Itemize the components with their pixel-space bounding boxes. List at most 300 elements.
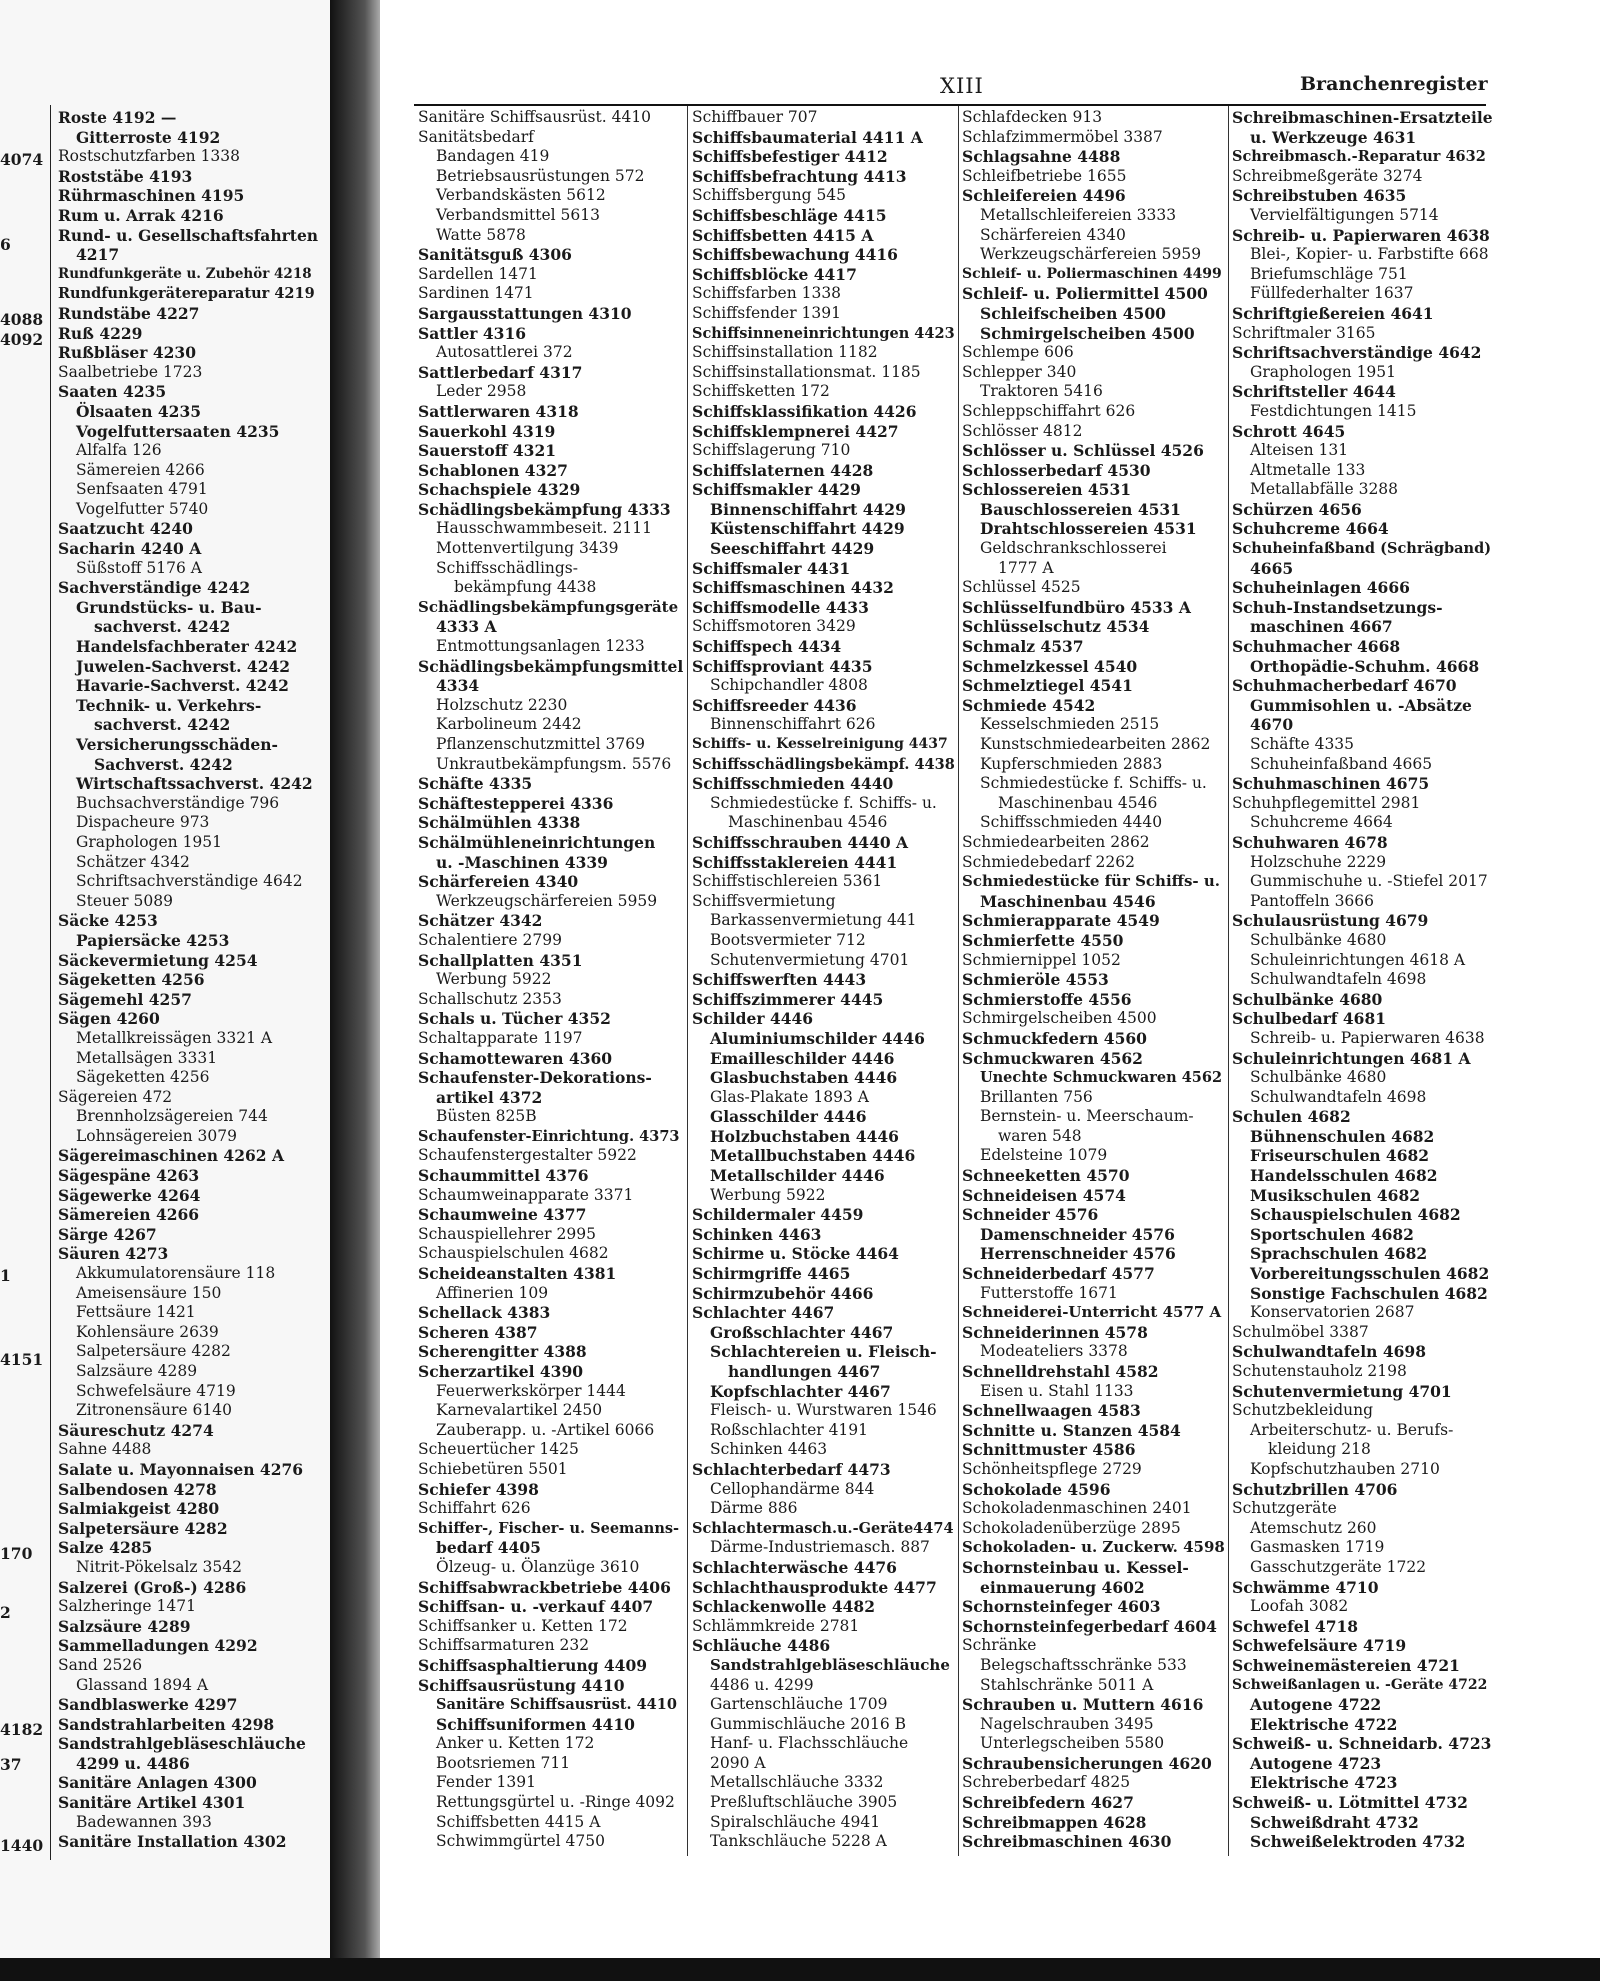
index-entry: Füllfederhalter 1637 <box>1250 284 1414 303</box>
index-entry: Schiffsschmieden 4440 <box>980 813 1163 832</box>
index-entry: Schiffsbeschläge 4415 <box>692 205 887 225</box>
index-entry: Sattlerwaren 4318 <box>418 401 579 421</box>
index-entry: Schnitte u. Stanzen 4584 <box>962 1420 1181 1440</box>
index-entry: Schraubensicherungen 4620 <box>962 1753 1212 1773</box>
index-entry: Stahlschränke 5011 A <box>980 1675 1154 1694</box>
index-entry: Schiffahrt 626 <box>418 1499 531 1518</box>
index-entry: Schiffsabwrackbetriebe 4406 <box>418 1577 671 1597</box>
index-entry: Altmetalle 133 <box>1250 460 1366 479</box>
index-entry: Sägeketten 4256 <box>58 970 205 990</box>
index-entry: Rundstäbe 4227 <box>58 303 200 323</box>
index-entry: Schiffsbewachung 4416 <box>692 245 898 265</box>
index-entry: Sanitäre Installation 4302 <box>58 1832 287 1852</box>
index-entry: Scheuertücher 1425 <box>418 1440 579 1459</box>
index-entry: Schädlingsbekämpfung 4333 <box>418 499 671 519</box>
index-column-3 <box>692 108 956 1852</box>
index-entry: bedarf 4405 <box>436 1538 541 1558</box>
index-entry: Säuren 4273 <box>58 1244 169 1264</box>
index-entry: Schlafzimmermöbel 3387 <box>962 127 1163 146</box>
index-entry: 2090 A <box>710 1753 766 1772</box>
index-entry: Schlösser u. Schlüssel 4526 <box>962 441 1204 461</box>
index-entry: Unechte Schmuckwaren 4562 <box>980 1069 1223 1087</box>
index-entry: Sonstige Fachschulen 4682 <box>1250 1283 1488 1303</box>
index-entry: Schneiderei-Unterricht 4577 A <box>962 1303 1222 1322</box>
index-entry: Schiffsausrüstung 4410 <box>418 1675 625 1695</box>
index-entry: Autosattlerei 372 <box>436 343 573 362</box>
index-entry: Schweinemästereien 4721 <box>1232 1655 1460 1675</box>
index-entry: Schlafdecken 913 <box>962 108 1103 126</box>
index-entry: Schulbänke 4680 <box>1250 1068 1387 1087</box>
index-entry: Schaummittel 4376 <box>418 1166 589 1186</box>
index-entry: Gitterroste 4192 <box>76 127 221 147</box>
index-entry: Schokoladenüberzüge 2895 <box>962 1518 1181 1537</box>
index-entry: Schiffsinneneinrichtungen 4423 <box>692 324 955 342</box>
index-entry: Belegschaftsschränke 533 <box>980 1655 1187 1674</box>
left-page-fragment: 37 <box>0 1755 22 1774</box>
index-entry: Schiffslaternen 4428 <box>692 460 874 480</box>
index-entry: Schmiedebedarf 2262 <box>962 852 1135 871</box>
index-entry: Rund- u. Gesellschaftsfahrten <box>58 225 319 245</box>
index-entry: Schinken 4463 <box>710 1440 828 1459</box>
index-entry: Schuhmacherbedarf 4670 <box>1232 676 1457 696</box>
index-entry: Pflanzenschutzmittel 3769 <box>436 735 645 753</box>
index-entry: Schokoladen- u. Zuckerw. 4598 <box>962 1538 1225 1557</box>
index-entry: Handelsschulen 4682 <box>1250 1166 1438 1186</box>
index-entry: 4670 <box>1250 715 1294 735</box>
index-entry: Metallsägen 3331 <box>76 1048 218 1067</box>
index-entry: Schrauben u. Muttern 4616 <box>962 1695 1204 1715</box>
index-entry: Unkrautbekämpfungsm. 5576 <box>436 754 672 773</box>
index-entry: Metallbuchstaben 4446 <box>710 1146 916 1166</box>
index-entry: Metallkreissägen 3321 A <box>76 1028 273 1047</box>
index-entry: Schiffsfarben 1338 <box>692 284 842 303</box>
header-rule <box>414 104 1486 106</box>
left-page-fragment: 4092 <box>0 330 44 349</box>
index-entry: Schiffbauer 707 <box>692 108 818 126</box>
index-entry: Schuhmacher 4668 <box>1232 637 1401 657</box>
index-entry: Schreibmasch.-Reparatur 4632 <box>1232 148 1486 166</box>
index-entry: Schlachtermasch.u.-Geräte4474 <box>692 1519 954 1537</box>
index-entry: u. Werkzeuge 4631 <box>1250 127 1417 147</box>
index-entry: Schauspiellehrer 2995 <box>418 1224 596 1243</box>
book-gutter <box>330 0 380 1981</box>
index-entry: Alfalfa 126 <box>76 441 162 460</box>
index-entry: Graphologen 1951 <box>76 832 223 851</box>
index-entry: Schachspiele 4329 <box>418 480 581 500</box>
index-entry: Traktoren 5416 <box>980 382 1103 401</box>
index-entry: Schlüssel 4525 <box>962 578 1081 597</box>
index-entry: Schäfte 4335 <box>418 774 533 794</box>
index-entry: Schokoladenmaschinen 2401 <box>962 1499 1192 1518</box>
index-entry: Schablonen 4327 <box>418 460 568 480</box>
index-entry: Schiffsfender 1391 <box>692 303 841 322</box>
index-entry: Schiffstischlereien 5361 <box>692 872 883 891</box>
index-entry: Leder 2958 <box>436 382 527 401</box>
index-entry: Musikschulen 4682 <box>1250 1185 1421 1205</box>
index-entry: Schiffsmakler 4429 <box>692 480 861 500</box>
index-entry: Schätzer 4342 <box>418 911 543 931</box>
index-entry: Senfsaaten 4791 <box>76 480 208 499</box>
index-entry: Schuhcreme 4664 <box>1250 813 1393 832</box>
index-column-5 <box>1232 108 1494 1852</box>
index-entry: Sand 2526 <box>58 1655 143 1674</box>
index-entry: Schiffsbetten 4415 A <box>692 225 874 245</box>
index-entry: Schleppschiffahrt 626 <box>962 401 1136 420</box>
index-entry: Bühnenschulen 4682 <box>1250 1126 1435 1146</box>
index-entry: Karbolineum 2442 <box>436 715 582 734</box>
index-entry: Gummischuhe u. -Stiefel 2017 <box>1250 872 1488 891</box>
left-page-fragment: 4088 <box>0 310 44 329</box>
index-entry: Eisen u. Stahl 1133 <box>980 1381 1134 1400</box>
index-entry: Bandagen 419 <box>436 147 550 166</box>
index-entry: Modeateliers 3378 <box>980 1342 1128 1361</box>
index-entry: einmauerung 4602 <box>980 1577 1145 1597</box>
index-entry: Schalentiere 2799 <box>418 930 562 949</box>
index-entry: Scheideanstalten 4381 <box>418 1264 617 1284</box>
index-entry: Schuheinfaßband 4665 <box>1250 754 1433 773</box>
index-entry: 4486 u. 4299 <box>710 1675 814 1694</box>
index-entry: Elektrische 4723 <box>1250 1773 1398 1793</box>
index-entry: Schlempe 606 <box>962 343 1074 362</box>
index-entry: 1777 A <box>998 558 1054 577</box>
index-entry: Schuleinrichtungen 4618 A <box>1250 950 1466 969</box>
index-entry: Schätzer 4342 <box>76 852 190 871</box>
index-entry: artikel 4372 <box>436 1087 543 1107</box>
index-entry: Schäftestepperei 4336 <box>418 793 614 813</box>
index-entry: Aluminiumschilder 4446 <box>710 1028 925 1048</box>
index-entry: Schärfereien 4340 <box>418 872 579 892</box>
index-entry: Schreibmaschinen 4630 <box>962 1832 1172 1852</box>
index-entry: Schuhwaren 4678 <box>1232 832 1388 852</box>
index-entry: Sägespäne 4263 <box>58 1166 200 1186</box>
index-entry: Schlachtereien u. Fleisch- <box>710 1342 937 1362</box>
index-entry: Sägeketten 4256 <box>76 1068 210 1087</box>
index-entry: Schreibstuben 4635 <box>1232 186 1407 206</box>
index-entry: Schellack 4383 <box>418 1303 551 1323</box>
index-entry: Saaten 4235 <box>58 382 167 402</box>
index-entry: Sahne 4488 <box>58 1440 152 1459</box>
index-entry: Gasschutzgeräte 1722 <box>1250 1557 1427 1576</box>
index-entry: Schriftsachverständige 4642 <box>76 872 303 891</box>
left-page-fragment: 4182 <box>0 1720 44 1739</box>
index-entry: Spiralschläuche 4941 <box>710 1812 881 1831</box>
index-entry: Sanitäre Schiffsausrüst. 4410 <box>436 1696 677 1714</box>
index-entry: Salpetersäure 4282 <box>76 1342 231 1361</box>
index-entry: Kunstschmiedearbeiten 2862 <box>980 735 1211 753</box>
index-entry: Gummisohlen u. -Absätze <box>1250 695 1472 715</box>
index-entry: Barkassenvermietung 441 <box>710 911 917 930</box>
index-entry: Schmiedestücke für Schiffs- u. <box>962 872 1220 891</box>
index-entry: Roste 4192 — <box>58 108 177 127</box>
index-entry: Salzsäure 4289 <box>58 1616 191 1636</box>
index-entry: Dispacheure 973 <box>76 813 210 832</box>
index-entry: Salzsäure 4289 <box>76 1362 198 1380</box>
index-entry: Schiffsproviant 4435 <box>692 656 873 676</box>
index-entry: Schiffsschrauben 4440 A <box>692 832 909 852</box>
index-entry: Holzschutz 2230 <box>436 695 568 714</box>
index-entry: Handelsfachberater 4242 <box>76 637 298 657</box>
index-entry: Schals u. Tücher 4352 <box>418 1009 611 1029</box>
index-entry: Brennholzsägereien 744 <box>76 1107 268 1126</box>
index-entry: Grundstücks- u. Bau- <box>76 597 262 617</box>
index-entry: Salpetersäure 4282 <box>58 1518 228 1538</box>
index-entry: Schornsteinbau u. Kessel- <box>962 1557 1189 1577</box>
index-entry: Schiffsasphaltierung 4409 <box>418 1655 648 1675</box>
index-entry: maschinen 4667 <box>1250 617 1393 637</box>
left-page-fragment: 4151 <box>0 1350 44 1369</box>
index-entry: Schälmühlen 4338 <box>418 813 581 833</box>
index-entry: Rundfunkgerätereparatur 4219 <box>58 285 315 303</box>
index-entry: Schmiedestücke f. Schiffs- u. <box>980 774 1207 793</box>
index-entry: Schutzbrillen 4706 <box>1232 1479 1398 1499</box>
index-entry: 4334 <box>436 676 480 696</box>
index-entry: Sammelladungen 4292 <box>58 1636 258 1656</box>
index-entry: Schweißdraht 4732 <box>1250 1812 1419 1832</box>
index-entry: Schiffsbaumaterial 4411 A <box>692 127 923 147</box>
index-entry: Rettungsgürtel u. -Ringe 4092 <box>436 1793 675 1812</box>
index-entry: Edelsteine 1079 <box>980 1146 1108 1165</box>
index-entry: Schmierapparate 4549 <box>962 911 1160 931</box>
index-entry: Schärfereien 4340 <box>980 225 1126 244</box>
index-entry: Scherzartikel 4390 <box>418 1362 584 1381</box>
index-entry: Schriftgießereien 4641 <box>1232 303 1434 323</box>
index-entry: Säckevermietung 4254 <box>58 950 258 970</box>
index-entry: Elektrische 4722 <box>1250 1714 1398 1734</box>
index-column-1 <box>58 108 320 1852</box>
index-entry: Schmirgelscheiben 4500 <box>980 323 1195 343</box>
index-entry: Schuh-Instandsetzungs- <box>1232 597 1443 617</box>
index-entry: Sardellen 1471 <box>418 264 538 283</box>
index-entry: Werbung 5922 <box>436 970 552 989</box>
index-entry: Küstenschiffahrt 4429 <box>710 519 905 539</box>
index-entry: Schiffsinstallationsmat. 1185 <box>692 362 921 381</box>
index-entry: Loofah 3082 <box>1250 1597 1349 1616</box>
index-entry: Anker u. Ketten 172 <box>436 1734 595 1753</box>
index-entry: Schriftsteller 4644 <box>1232 382 1396 402</box>
index-entry: Schreib- u. Papierwaren 4638 <box>1250 1028 1485 1047</box>
index-entry: Gasmasken 1719 <box>1250 1538 1385 1557</box>
index-entry: Maschinenbau 4546 <box>998 793 1158 812</box>
index-entry: Schiffsbefestiger 4412 <box>692 147 888 167</box>
index-entry: Schriftmaler 3165 <box>1232 323 1376 342</box>
index-entry: Bernstein- u. Meerschaum- <box>980 1107 1194 1126</box>
index-entry: Schläuche 4486 <box>692 1636 831 1656</box>
index-entry: 4333 A <box>436 617 497 637</box>
index-entry: Sanitätsbedarf <box>418 127 534 146</box>
index-entry: Schutzgeräte <box>1232 1499 1337 1518</box>
index-entry: Salzheringe 1471 <box>58 1597 196 1616</box>
index-entry: Schutenvermietung 4701 <box>1232 1381 1452 1401</box>
index-entry: Schmalz 4537 <box>962 637 1084 657</box>
index-entry: waren 548 <box>998 1126 1082 1145</box>
index-entry: Schiffsbefrachtung 4413 <box>692 166 907 186</box>
index-entry: Schipchandler 4808 <box>710 676 868 695</box>
index-entry: Sämereien 4266 <box>76 460 205 479</box>
index-entry: Sägereien 472 <box>58 1087 173 1106</box>
index-entry: Schiffsvermietung <box>692 891 836 910</box>
index-entry: Geldschrankschlosserei <box>980 539 1167 558</box>
index-entry: Schmierstoffe 4556 <box>962 989 1132 1009</box>
index-entry: Karnevalartikel 2450 <box>436 1401 603 1420</box>
index-entry: Sachverst. 4242 <box>94 754 233 774</box>
column-rule <box>687 106 688 1856</box>
index-entry: Schlagsahne 4488 <box>962 147 1121 167</box>
index-entry: Schmiernippel 1052 <box>962 950 1121 969</box>
index-entry: Schiffsarmaturen 232 <box>418 1636 590 1655</box>
index-entry: Schlüsselschutz 4534 <box>962 617 1150 637</box>
index-entry: Schiffsklempnerei 4427 <box>692 421 899 441</box>
index-entry: Schiffsreeder 4436 <box>692 695 857 715</box>
index-entry: Schmieröle 4553 <box>962 970 1109 990</box>
index-entry: Schutenvermietung 4701 <box>710 950 910 969</box>
index-entry: Schiffspech 4434 <box>692 637 842 657</box>
index-entry: Maschinenbau 4546 <box>728 813 888 832</box>
index-entry: Festdichtungen 1415 <box>1250 401 1417 420</box>
left-page-column-rule <box>50 105 51 1860</box>
index-entry: Schlachterbedarf 4473 <box>692 1459 891 1479</box>
index-entry: Blei-, Kopier- u. Farbstifte 668 <box>1250 245 1489 264</box>
index-entry: Kupferschmieden 2883 <box>980 754 1163 773</box>
index-entry: Fettsäure 1421 <box>76 1303 196 1322</box>
index-entry: Sacharin 4240 A <box>58 539 202 559</box>
index-entry: Schlossereien 4531 <box>962 480 1132 500</box>
index-entry: Salze 4285 <box>58 1538 153 1558</box>
index-entry: Schiffsstaklereien 4441 <box>692 852 898 872</box>
index-entry: Schlämmkreide 2781 <box>692 1616 860 1635</box>
bottom-scan-edge <box>0 1958 1600 1981</box>
index-entry: Schmirgelscheiben 4500 <box>962 1009 1157 1028</box>
index-entry: Werbung 5922 <box>710 1185 826 1204</box>
index-entry: Friseurschulen 4682 <box>1250 1146 1430 1166</box>
index-entry: Buchsachverständige 796 <box>76 793 280 812</box>
index-entry: Scheren 4387 <box>418 1322 538 1342</box>
index-entry: Vorbereitungsschulen 4682 <box>1250 1264 1490 1284</box>
index-entry: Watte 5878 <box>436 225 526 244</box>
index-entry: Unterlegscheiben 5580 <box>980 1734 1165 1753</box>
index-entry: Autogene 4722 <box>1250 1695 1382 1715</box>
index-entry: Schmiede 4542 <box>962 695 1096 715</box>
index-entry: Brillanten 756 <box>980 1087 1093 1106</box>
index-entry: Schiffsuniformen 4410 <box>436 1714 635 1734</box>
index-entry: Badewannen 393 <box>76 1812 212 1831</box>
index-entry: Schaufenstergestalter 5922 <box>418 1146 637 1165</box>
index-entry: Schuheinlagen 4666 <box>1232 578 1410 598</box>
index-entry: Salmiakgeist 4280 <box>58 1499 220 1519</box>
index-entry: Schriftsachverständige 4642 <box>1232 343 1482 363</box>
index-entry: Vogelfuttersaaten 4235 <box>76 421 280 441</box>
index-entry: Schlüsselfundbüro 4533 A <box>962 597 1191 617</box>
index-entry: Schleifereien 4496 <box>962 186 1126 206</box>
index-entry: Schiffsklassifikation 4426 <box>692 401 917 421</box>
index-entry: Nagelschrauben 3495 <box>980 1714 1154 1733</box>
index-entry: Schulwandtafeln 4698 <box>1250 970 1427 989</box>
index-entry: Wirtschaftssachverst. 4242 <box>76 774 313 794</box>
index-entry: Kesselschmieden 2515 <box>980 715 1160 734</box>
index-entry: Schauspielschulen 4682 <box>1250 1205 1461 1225</box>
index-entry: Schwimmgürtel 4750 <box>436 1832 605 1851</box>
index-entry: Schlösser 4812 <box>962 421 1083 440</box>
index-entry: Cellophandärme 844 <box>710 1479 875 1498</box>
index-entry: Schauspielschulen 4682 <box>418 1244 609 1263</box>
index-entry: Affinerien 109 <box>436 1283 549 1302</box>
index-entry: Verbandskästen 5612 <box>436 186 606 205</box>
index-entry: Binnenschiffahrt 4429 <box>710 499 906 519</box>
index-entry: Schamottewaren 4360 <box>418 1048 613 1068</box>
index-entry: Schiffslagerung 710 <box>692 441 851 460</box>
index-entry: Bootsriemen 711 <box>436 1753 571 1772</box>
index-entry: Schulwandtafeln 4698 <box>1250 1087 1427 1106</box>
index-entry: Rußbläser 4230 <box>58 343 196 363</box>
index-entry: Schallplatten 4351 <box>418 950 583 970</box>
index-entry: Schweißelektroden 4732 <box>1250 1832 1466 1852</box>
index-entry: Schiffsbergung 545 <box>692 186 847 205</box>
index-entry: Schäfte 4335 <box>1250 735 1355 753</box>
index-entry: Metallschläuche 3332 <box>710 1773 884 1792</box>
index-entry: Kohlensäure 2639 <box>76 1322 219 1341</box>
index-entry: Schornsteinfegerbedarf 4604 <box>962 1616 1217 1636</box>
index-entry: Schiffsbetten 4415 A <box>436 1812 601 1831</box>
index-entry: Schwefel 4718 <box>1232 1616 1359 1636</box>
index-entry: Schiebetüren 5501 <box>418 1459 568 1478</box>
index-entry: Schleifscheiben 4500 <box>980 303 1166 323</box>
index-entry: Schulbänke 4680 <box>1232 989 1383 1009</box>
index-entry: Schneiderinnen 4578 <box>962 1322 1148 1342</box>
index-entry: Hanf- u. Flachsschläuche <box>710 1734 909 1753</box>
index-entry: Werkzeugschärfereien 5959 <box>980 245 1202 264</box>
index-entry: Salzerei (Groß-) 4286 <box>58 1577 247 1597</box>
index-entry: Preßluftschläuche 3905 <box>710 1793 898 1812</box>
index-entry: Schweißanlagen u. -Geräte 4722 <box>1232 1676 1488 1693</box>
index-entry: Zauberapp. u. -Artikel 6066 <box>436 1420 655 1439</box>
index-entry: Schneeketten 4570 <box>962 1166 1130 1186</box>
index-entry: Glasschilder 4446 <box>710 1107 867 1127</box>
index-entry: Därme-Industriemasch. 887 <box>710 1538 930 1557</box>
index-entry: Schädlingsbekämpfungsgeräte <box>418 597 679 616</box>
index-entry: u. -Maschinen 4339 <box>436 852 608 872</box>
index-entry: handlungen 4467 <box>728 1362 881 1381</box>
index-entry: Schirmgriffe 4465 <box>692 1264 851 1284</box>
index-entry: Versicherungsschäden- <box>76 735 278 754</box>
index-entry: Schreberbedarf 4825 <box>962 1773 1131 1792</box>
index-entry: Schulmöbel 3387 <box>1232 1322 1369 1341</box>
index-entry: Zitronensäure 6140 <box>76 1401 232 1420</box>
index-entry: Säureschutz 4274 <box>58 1420 214 1440</box>
index-entry: Säcke 4253 <box>58 911 158 931</box>
index-entry: Schutzbekleidung <box>1232 1401 1374 1420</box>
index-entry: Ölsaaten 4235 <box>76 401 202 421</box>
index-entry: Sachverständige 4242 <box>58 578 251 598</box>
index-entry: Orthopädie-Schuhm. 4668 <box>1250 656 1480 676</box>
index-entry: Schuhmaschinen 4675 <box>1232 774 1430 794</box>
column-rule <box>958 106 959 1856</box>
index-entry: Bauschlossereien 4531 <box>980 499 1181 519</box>
index-entry: Metallabfälle 3288 <box>1250 480 1399 499</box>
index-entry: Schwämme 4710 <box>1232 1577 1379 1597</box>
index-entry: Vogelfutter 5740 <box>76 499 209 518</box>
index-entry: Schiffsblöcke 4417 <box>692 264 857 284</box>
index-entry: Schuheinfaßband (Schrägband) <box>1232 540 1492 558</box>
index-entry: Schulausrüstung 4679 <box>1232 911 1429 931</box>
index-entry: Schokolade 4596 <box>962 1479 1111 1499</box>
index-entry: Schmuckfedern 4560 <box>962 1028 1147 1048</box>
index-entry: Technik- u. Verkehrs- <box>76 695 262 715</box>
index-entry: Gartenschläuche 1709 <box>710 1695 888 1714</box>
index-entry: Schiffsmotoren 3429 <box>692 617 856 636</box>
index-entry: Juwelen-Sachverst. 4242 <box>76 656 291 676</box>
index-entry: 4217 <box>76 245 120 265</box>
index-entry: Damenschneider 4576 <box>980 1224 1175 1244</box>
index-entry: Sandstrahlgebläseschläuche <box>58 1734 306 1754</box>
